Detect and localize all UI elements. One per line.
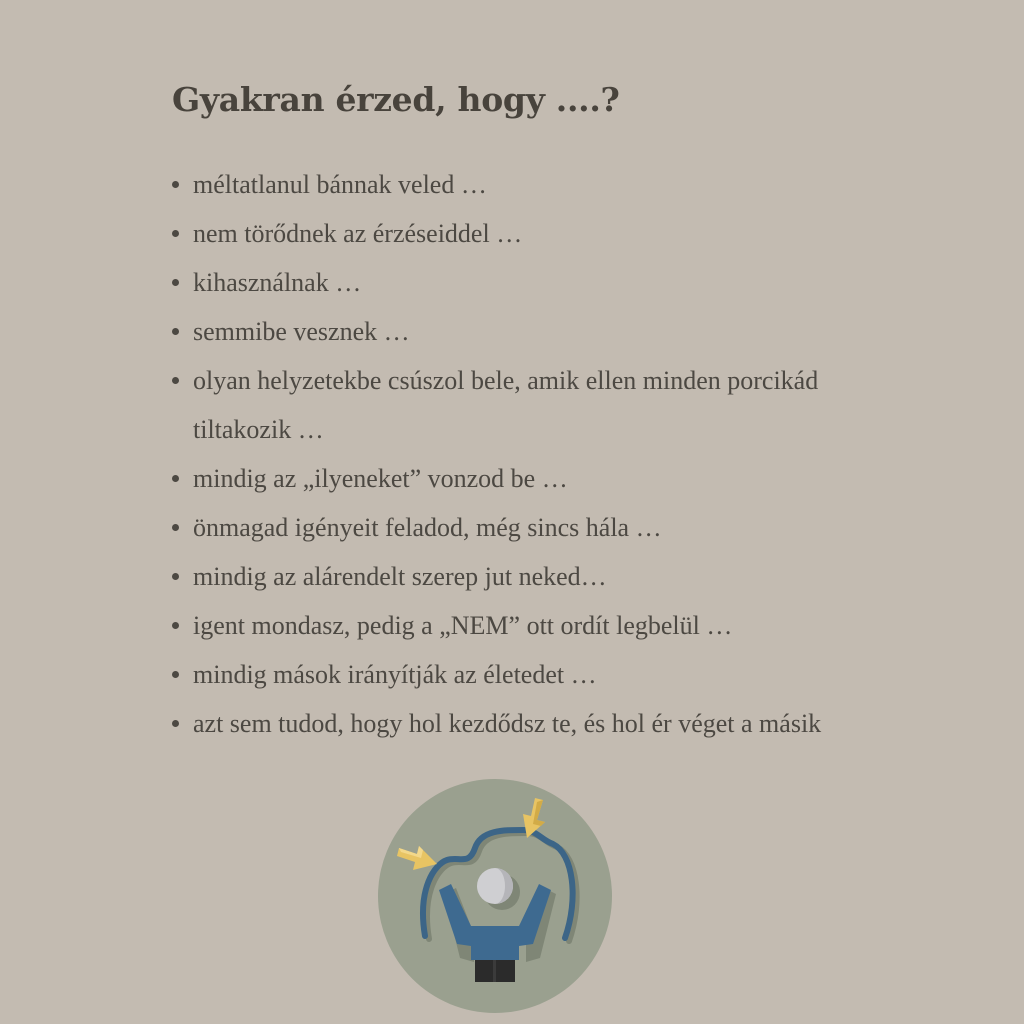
bullet-icon — [172, 475, 179, 482]
list-item — [172, 601, 892, 650]
list-item — [172, 258, 892, 307]
bullet-icon — [172, 622, 179, 629]
bullet-icon — [172, 671, 179, 678]
list-item-text: méltatlanul bánnak veled … — [193, 170, 487, 199]
bullet-icon — [172, 573, 179, 580]
list-item-text: mindig az alárendelt szerep jut neked… — [193, 562, 607, 591]
list-item-text: mindig mások irányítják az életedet … — [193, 660, 597, 689]
list-item — [172, 454, 892, 503]
bullet-icon — [172, 377, 179, 384]
list-item — [172, 699, 892, 748]
list-item-text: mindig az „ilyeneket” vonzod be … — [193, 464, 568, 493]
feelings-list — [172, 160, 892, 748]
bullet-icon — [172, 524, 179, 531]
list-item — [172, 160, 892, 209]
list-item-text: kihasználnak … — [193, 268, 362, 297]
bullet-icon — [172, 720, 179, 727]
list-item — [172, 552, 892, 601]
bullet-icon — [172, 230, 179, 237]
person-boundary-icon — [377, 778, 613, 1014]
bullet-icon — [172, 181, 179, 188]
list-item — [172, 209, 892, 258]
list-item-text: azt sem tudod, hogy hol kezdődsz te, és hol ér véget a másik — [193, 709, 822, 738]
list-item-text: olyan helyzetekbe csúszol bele, amik ellen minden porcikád tiltakozik … — [193, 366, 819, 444]
list-item-text: nem törődnek az érzéseiddel … — [193, 219, 523, 248]
list-item — [172, 307, 892, 356]
list-item-text: önmagad igényeit feladod, még sincs hála … — [193, 513, 662, 542]
list-item-text: semmibe vesznek … — [193, 317, 410, 346]
list-item — [172, 503, 892, 552]
list-item — [172, 650, 892, 699]
list-item — [172, 356, 892, 454]
bullet-icon — [172, 279, 179, 286]
bullet-icon — [172, 328, 179, 335]
list-item-text: igent mondasz, pedig a „NEM” ott ordít legbelül … — [193, 611, 733, 640]
page-title: Gyakran érzed, hogy ....? — [172, 80, 620, 119]
